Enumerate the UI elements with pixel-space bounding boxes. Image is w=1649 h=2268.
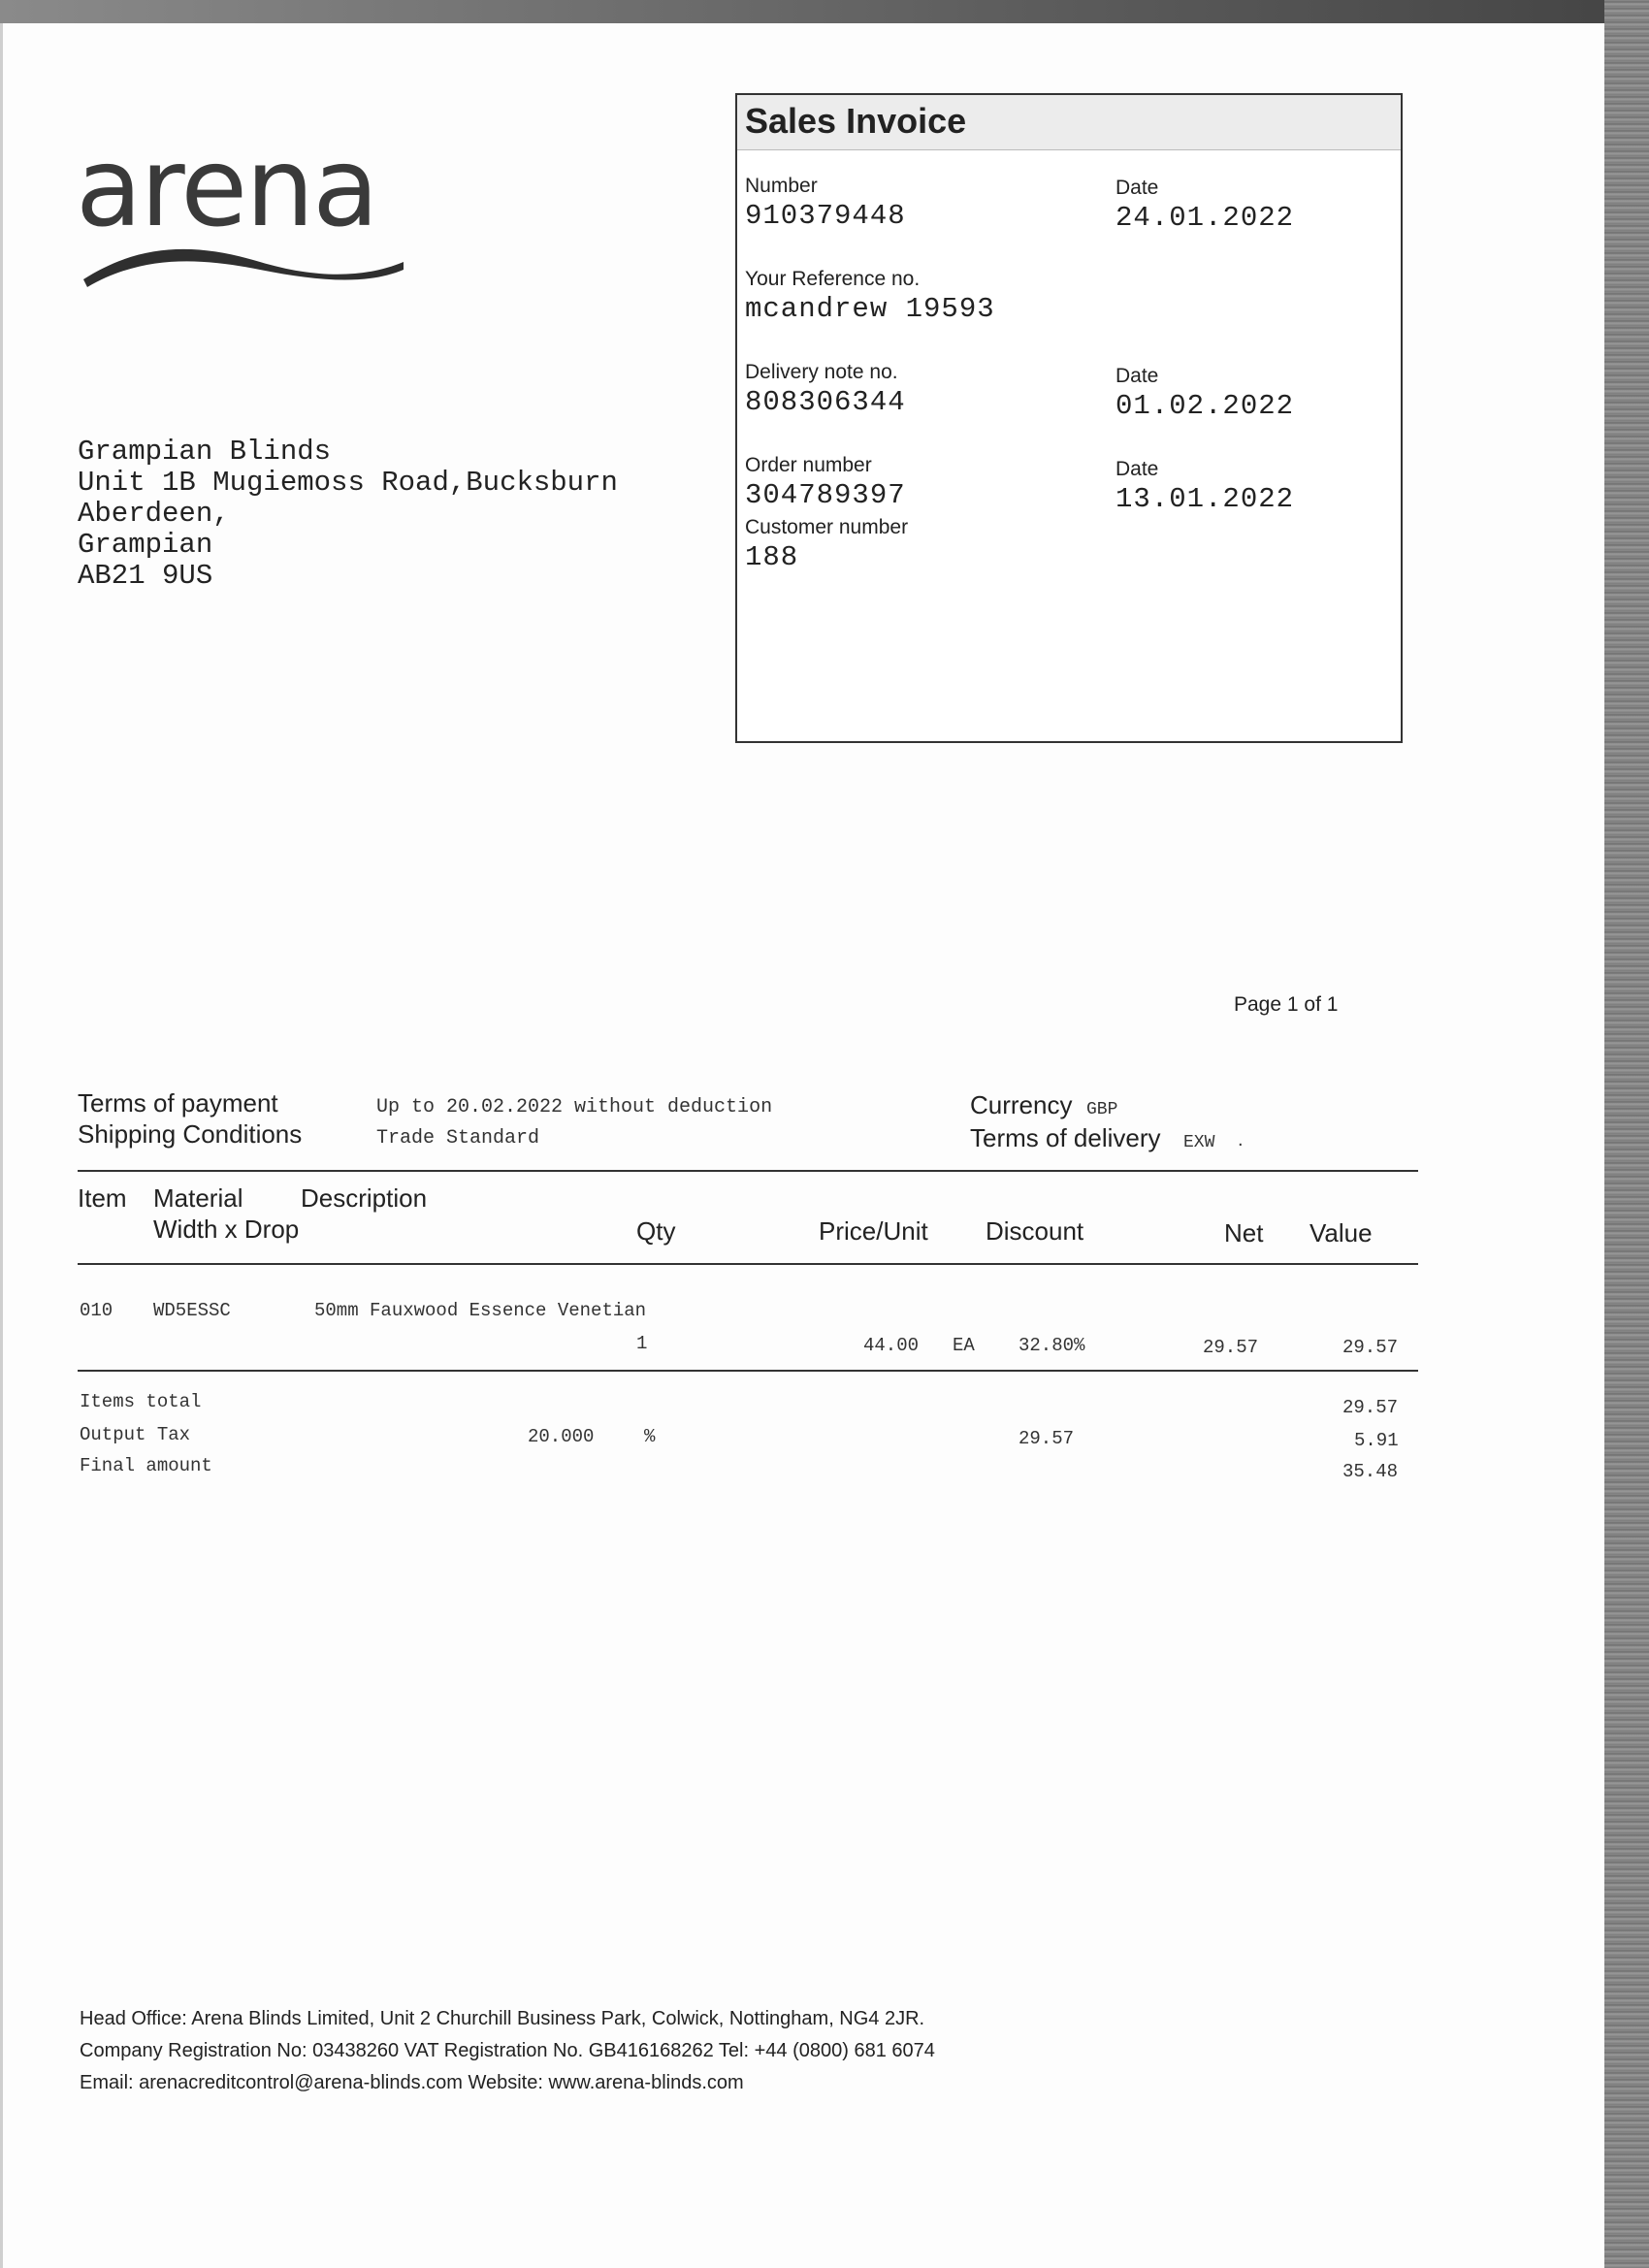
- shipping-conditions-value: Trade Standard: [376, 1127, 540, 1150]
- delivery-note-label: Delivery note no.: [745, 361, 898, 383]
- order-date-label: Date: [1116, 458, 1159, 480]
- header-qty: Qty: [636, 1216, 676, 1246]
- row-item: 010: [80, 1300, 113, 1321]
- terms-of-delivery-suffix: .: [1238, 1129, 1244, 1150]
- address-line: Aberdeen,: [78, 498, 230, 530]
- footer-registration: Company Registration No: 03438260 VAT Registration No. GB416168262 Tel: +44 (0800) 681 6074: [80, 2040, 935, 2061]
- address-line: Grampian Blinds: [78, 436, 332, 468]
- tax-base: 29.57: [1018, 1428, 1075, 1449]
- shipping-conditions-label: Shipping Conditions: [78, 1119, 303, 1149]
- tax-amount: 5.91: [1354, 1430, 1399, 1451]
- customer-address: [78, 437, 618, 592]
- row-material: WD5ESSC: [153, 1300, 231, 1321]
- divider: [78, 1370, 1418, 1372]
- divider: [78, 1170, 1418, 1172]
- terms-of-delivery-label: Terms of delivery: [970, 1123, 1161, 1152]
- tax-rate: 20.000: [528, 1426, 595, 1447]
- address-line: Unit 1B Mugiemoss Road,Bucksburn: [78, 467, 618, 499]
- terms-of-payment-value: Up to 20.02.2022 without deduction: [376, 1096, 773, 1118]
- arena-logo: [76, 136, 425, 291]
- invoice-date: 24.01.2022: [1116, 202, 1295, 234]
- header-price-unit: Price/Unit: [819, 1216, 928, 1246]
- header-value: Value: [1310, 1218, 1373, 1247]
- row-discount: 32.80%: [1018, 1335, 1085, 1356]
- logo-wave-icon: [83, 249, 404, 287]
- order-date: 13.01.2022: [1116, 483, 1295, 515]
- delivery-date-label: Date: [1116, 365, 1159, 387]
- invoice-number: 910379448: [745, 200, 906, 232]
- items-total-label: Items total: [80, 1391, 202, 1412]
- logo-wordmark: arena: [76, 136, 377, 251]
- header-width-drop: Width x Drop: [153, 1215, 300, 1244]
- terms-of-delivery-value: EXW: [1183, 1133, 1215, 1152]
- customer-number: 188: [745, 541, 799, 573]
- invoice-title: Sales Invoice: [745, 101, 967, 141]
- currency-label: Currency: [970, 1090, 1073, 1119]
- page-indicator: Page 1 of 1: [1234, 993, 1339, 1016]
- items-total-value: 29.57: [1342, 1397, 1399, 1418]
- row-value: 29.57: [1342, 1337, 1399, 1358]
- row-price: 44.00: [863, 1335, 920, 1356]
- number-label: Number: [745, 175, 818, 197]
- header-item: Item: [78, 1183, 127, 1213]
- row-description: 50mm Fauxwood Essence Venetian: [314, 1300, 647, 1321]
- date-label: Date: [1116, 177, 1159, 199]
- header-net: Net: [1224, 1218, 1264, 1247]
- footer-contact: Email: arenacreditcontrol@arena-blinds.com Website: www.arena-blinds.com: [80, 2072, 744, 2093]
- row-qty: 1: [636, 1333, 648, 1354]
- header-discount: Discount: [986, 1216, 1084, 1246]
- scan-border-left: [0, 23, 3, 2268]
- invoice-details-box: [735, 93, 1403, 743]
- reference-value: mcandrew 19593: [745, 293, 995, 325]
- delivery-note-number: 808306344: [745, 386, 906, 418]
- reference-label: Your Reference no.: [745, 268, 921, 290]
- order-number-label: Order number: [745, 454, 872, 476]
- final-amount-value: 35.48: [1342, 1461, 1399, 1482]
- address-line: Grampian: [78, 529, 213, 561]
- header-description: Description: [301, 1183, 428, 1213]
- invoice-header: [737, 95, 1401, 150]
- divider: [78, 1263, 1418, 1265]
- row-net: 29.57: [1203, 1337, 1259, 1358]
- final-amount-label: Final amount: [80, 1455, 212, 1476]
- terms-of-payment-label: Terms of payment: [78, 1088, 278, 1118]
- output-tax-label: Output Tax: [80, 1424, 191, 1445]
- currency-value: GBP: [1086, 1100, 1118, 1119]
- order-number: 304789397: [745, 479, 906, 511]
- scan-border-right: [1604, 0, 1649, 2268]
- header-material: Material: [153, 1183, 243, 1213]
- customer-number-label: Customer number: [745, 516, 909, 538]
- footer-head-office: Head Office: Arena Blinds Limited, Unit 2 Churchill Business Park, Colwick, Nottingham, NG4 2JR.: [80, 2008, 925, 2029]
- row-unit: EA: [953, 1335, 975, 1356]
- address-line: AB21 9US: [78, 560, 213, 592]
- scan-border-top: [0, 0, 1649, 23]
- delivery-date: 01.02.2022: [1116, 390, 1295, 422]
- tax-percent: %: [644, 1426, 656, 1447]
